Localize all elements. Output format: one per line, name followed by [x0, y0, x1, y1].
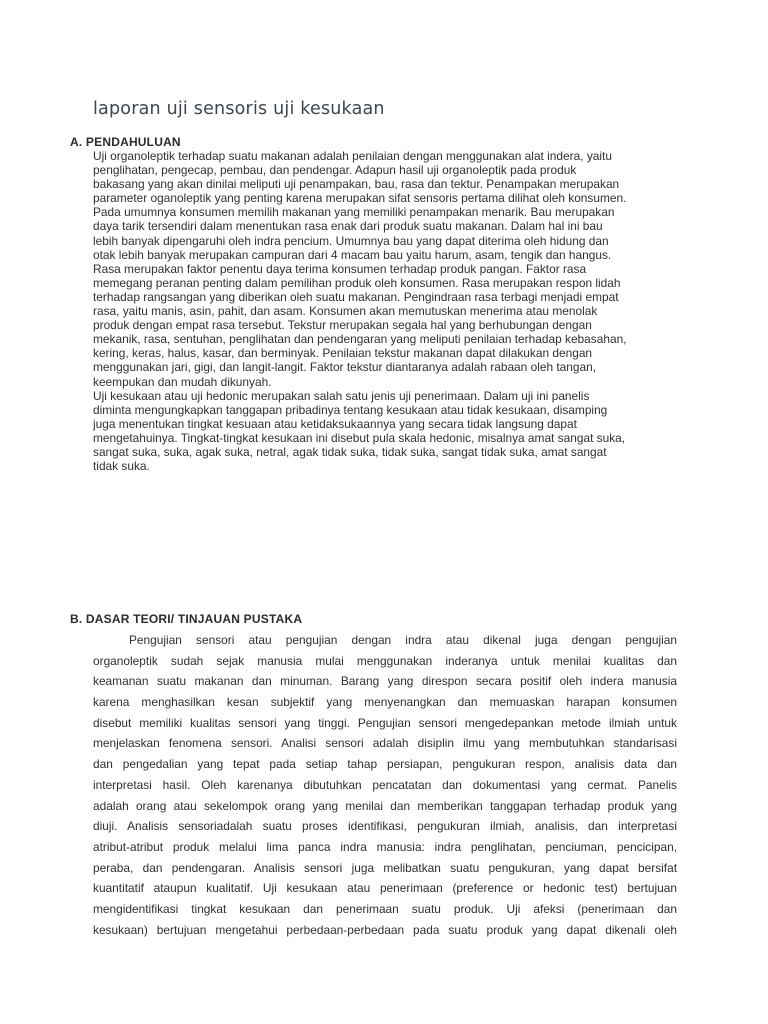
paragraph-line: lebih banyak dipengaruhi oleh indra pencium. Umumnya bau yang dapat diterima oleh hidung dan	[93, 233, 609, 248]
paragraph-line: terhadap rangsangan yang diberikan oleh suatu makanan. Pengindraan rasa terbagi menjadi empat	[93, 289, 619, 304]
paragraph-line: mengetahuinya. Tingkat-tingkat kesukaan ini disebut pula skala hedonic, misalnya amat sangat suka,	[93, 430, 626, 445]
paragraph-line: Pada umumnya konsumen memilih makanan yang memiliki penampakan menarik. Bau merupakan	[93, 205, 615, 220]
paragraph-line: sangat suka, suka, agak suka, netral, agak tidak suka, tidak suka, sangat tidak suka, amat sangat	[93, 444, 607, 459]
paragraph-line: menjelaskan fenomena sensori. Analisi sensori adalah disiplin ilmu yang membutuhkan standarisasi	[93, 736, 677, 751]
paragraph-line: mengidentifikasi tingkat kesukaan dan penerimaan suatu produk. Uji afeksi (penerimaan dan	[93, 901, 677, 916]
paragraph-line: diuji. Analisis sensoriadalah suatu proses identifikasi, pengukuran ilmiah, analisis, dan interpretasi	[93, 819, 677, 834]
paragraph-line: rasa, yaitu manis, asin, pahit, dan asam. Konsumen akan memutuskan menerima atau menolak	[93, 304, 598, 319]
paragraph-line: organoleptik sudah sejak manusia mulai menggunakan inderanya untuk menilai kualitas dan	[93, 653, 677, 668]
paragraph-line: Uji kesukaan atau uji hedonic merupakan salah satu jenis uji penerimaan. Dalam uji ini panelis	[93, 388, 590, 403]
paragraph-line: menggunakan jari, gigi, dan langit-langit. Faktor tekstur diantaranya adalah rabaan oleh tangan,	[93, 360, 597, 375]
paragraph-line: bakasang yang akan dinilai meliputi uji penampakan, bau, rasa dan tektur. Penampakan merupakan	[93, 177, 620, 192]
paragraph-line: kering, keras, halus, kasar, dan berminyak. Penilaian tekstur makanan dapat dilakukan dengan	[93, 346, 593, 361]
section-a-body	[93, 149, 683, 473]
paragraph-line: tidak suka.	[93, 459, 150, 474]
paragraph-line: disebut memiliki kualitas sensori yang tinggi. Pengujian sensori mengedepankan metode ilmiah untuk	[93, 715, 677, 730]
paragraph-line: kesukaan) bertujuan mengetahui perbedaan-perbedaan pada suatu produk yang dapat dikenali oleh	[93, 922, 677, 937]
paragraph-line: mekanik, rasa, sentuhan, penglihatan dan pendengaran yang meliputi penilaian terhadap kebasahan,	[93, 332, 627, 347]
paragraph-line: parameter oganoleptik yang penting karena merupakan sifat sensoris pertama dilihat oleh konsumen.	[93, 191, 627, 206]
paragraph-line: otak lebih banyak merupakan campuran dari 4 macam bau yaitu harum, asam, tengik dan hangus.	[93, 247, 612, 262]
paragraph-line: karena menghasilkan kesan subjektif yang menyenangkan dan memuaskan harapan konsumen	[93, 695, 677, 710]
paragraph-line: produk dengan empat rasa tersebut. Tekstur merupakan segala hal yang berhubungan dengan	[93, 318, 592, 333]
section-a-heading: A. PENDAHULUAN	[70, 135, 181, 149]
paragraph-line: Uji organoleptik terhadap suatu makanan adalah penilaian dengan menggunakan alat indera, yaitu	[93, 149, 612, 163]
document-title: laporan uji sensoris uji kesukaan	[93, 99, 385, 119]
paragraph-line: keempukan dan mudah dikunyah.	[93, 374, 272, 389]
paragraph-line: dan pengedalian yang tepat pada setiap tahap persiapan, pengukuran respon, analisis data dan	[93, 757, 677, 772]
paragraph-line: daya tarik tersendiri dalam menentukan rasa enak dari produk suatu makanan. Dalam hal ini bau	[93, 219, 603, 234]
paragraph-line: interpretasi hasil. Oleh karenanya dibutuhkan pencatatan dan dokumentasi yang cermat. Panelis	[93, 777, 677, 792]
paragraph-line: juga menentukan tingkat kesuaan atau ketidaksukaannya yang secara tidak langsung dapat	[93, 416, 577, 431]
paragraph-line: Rasa merupakan faktor penentu daya terima konsumen terhadap produk pangan. Faktor rasa	[93, 261, 587, 276]
paragraph-line: Pengujian sensori atau pengujian dengan indra atau dikenal juga dengan pengujian	[129, 633, 677, 647]
paragraph-line: kuantitatif ataupun kualitatif. Uji kesukaan atau penerimaan (preference or hedonic test) bertujuan	[93, 881, 677, 896]
paragraph-line: penglihatan, pengecap, pembau, dan pendengar. Adapun hasil uji organoleptik pada produk	[93, 163, 577, 178]
paragraph-line: atribut-atribut produk melalui lima panca indra manusia: indra penglihatan, penciuman, pencicipan,	[93, 839, 677, 854]
section-b-body	[93, 630, 677, 940]
paragraph-line: memegang peranan penting dalam pemilihan produk oleh konsumen. Rasa merupakan respon lidah	[93, 275, 621, 290]
paragraph-line: peraba, dan pendengaran. Analisis sensori juga melibatkan suatu pengukuran, yang dapat bersifat	[93, 860, 677, 875]
paragraph-line: diminta mengungkapkan tanggapan pribadinya tentang kesukaan atau tidak kesukaan, disamping	[93, 402, 608, 417]
paragraph-line: keamanan suatu makanan dan minuman. Barang yang direspon secara positif oleh indera manusia	[93, 674, 677, 689]
paragraph-line: adalah orang atau sekelompok orang yang menilai dan memberikan tanggapan terhadap produk yang	[93, 798, 677, 813]
section-b-heading: B. DASAR TEORI/ TINJAUAN PUSTAKA	[70, 612, 303, 626]
